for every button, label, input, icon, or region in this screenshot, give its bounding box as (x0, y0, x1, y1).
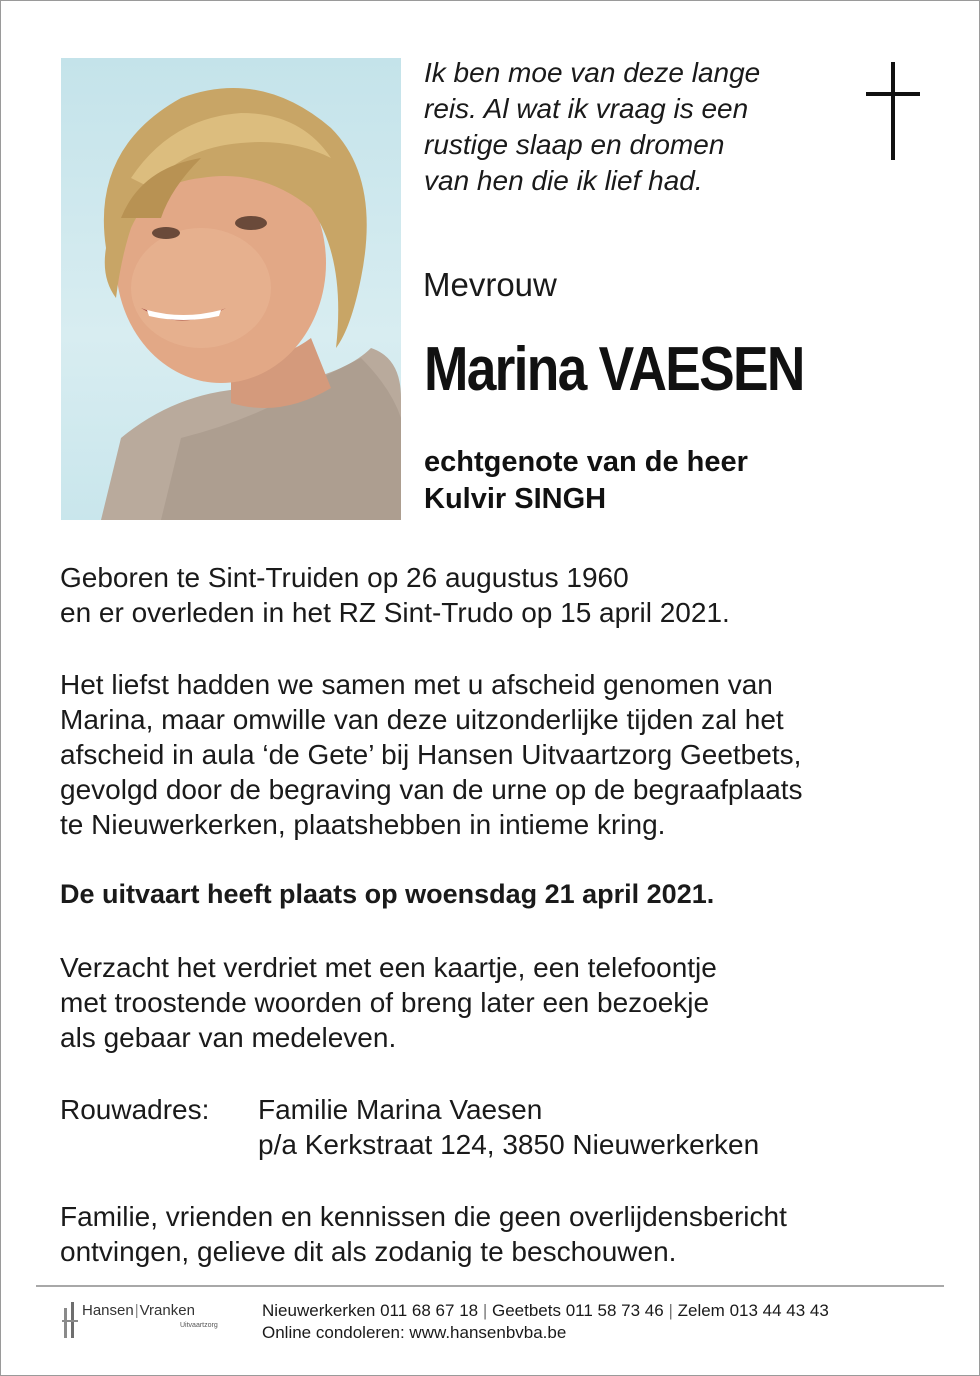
logo-name-2: Vranken (139, 1302, 195, 1319)
comfort-line: Verzacht het verdriet met een kaartje, een telefoontje (60, 952, 717, 983)
address-label: Rouwadres: (60, 1094, 210, 1125)
birth-death-info (60, 560, 730, 630)
deceased-name: Marina VAESEN (424, 335, 804, 404)
farewell-line: gevolgd door de begraving van de urne op de begraafplaats (60, 774, 803, 805)
poem (424, 55, 804, 199)
funeral-text: De uitvaart heeft plaats op woensdag 21 april 2021. (60, 879, 715, 909)
logo-separator: | (134, 1302, 139, 1319)
poem-line: reis. Al wat ik vraag is een (424, 93, 749, 124)
farewell-line: afscheid in aula ‘de Gete’ bij Hansen Uitvaartzorg Geetbets, (60, 739, 802, 770)
spouse-name: Kulvir SINGH (424, 483, 607, 515)
closing-line: ontvingen, gelieve dit als zodanig te beschouwen. (60, 1236, 677, 1267)
portrait-photo (61, 58, 401, 520)
divider (36, 1285, 944, 1287)
funeral-home-logo (62, 1298, 237, 1344)
phone-zelem: Zelem 013 44 43 43 (677, 1301, 829, 1320)
logo-name-1: Hansen (82, 1302, 134, 1319)
farewell-line: Marina, maar omwille van deze uitzonderlijke tijden zal het (60, 704, 784, 735)
birth-line: Geboren te Sint-Truiden op 26 augustus 1960 (60, 562, 629, 593)
footer-separator: | (668, 1301, 673, 1320)
salutation: Mevrouw (423, 266, 557, 303)
comfort-line: als gebaar van medeleven. (60, 1022, 397, 1053)
poem-line: Ik ben moe van deze lange (424, 57, 761, 88)
logo-mark-icon (62, 1300, 80, 1340)
address-line: Familie Marina Vaesen (258, 1094, 543, 1125)
logo-text (82, 1302, 195, 1319)
mourning-address (258, 1092, 759, 1162)
portrait-illustration (61, 58, 401, 520)
address-line: p/a Kerkstraat 124, 3850 Nieuwerkerken (258, 1129, 760, 1160)
comfort-line: met troostende woorden of breng later een bezoekje (60, 987, 710, 1018)
footer-contact (262, 1300, 829, 1344)
farewell-line: te Nieuwerkerken, plaatshebben in intieme kring. (60, 809, 666, 840)
poem-line: van hen die ik lief had. (424, 165, 703, 196)
closing-line: Familie, vrienden en kennissen die geen overlijdensbericht (60, 1201, 787, 1232)
spouse-info (424, 444, 748, 518)
farewell-line: Het liefst hadden we samen met u afscheid genomen van (60, 669, 773, 700)
logo-subtitle: Uitvaartzorg (180, 1322, 218, 1329)
funeral-date (60, 877, 714, 912)
phone-geetbets: Geetbets 011 58 73 46 (492, 1301, 664, 1320)
cross-icon (862, 62, 924, 160)
phone-nieuwerkerken: Nieuwerkerken 011 68 67 18 (262, 1301, 479, 1320)
footer-phones (262, 1300, 829, 1322)
poem-line: rustige slaap en dromen (424, 129, 725, 160)
footer-separator: | (482, 1301, 488, 1320)
online-condolence: Online condoleren: www.hansenbvba.be (262, 1323, 567, 1342)
closing-paragraph (60, 1199, 787, 1269)
comfort-paragraph (60, 950, 717, 1055)
death-line: en er overleden in het RZ Sint-Trudo op 15 april 2021. (60, 597, 730, 628)
spouse-line: echtgenote van de heer (424, 446, 748, 478)
farewell-paragraph (60, 667, 803, 842)
